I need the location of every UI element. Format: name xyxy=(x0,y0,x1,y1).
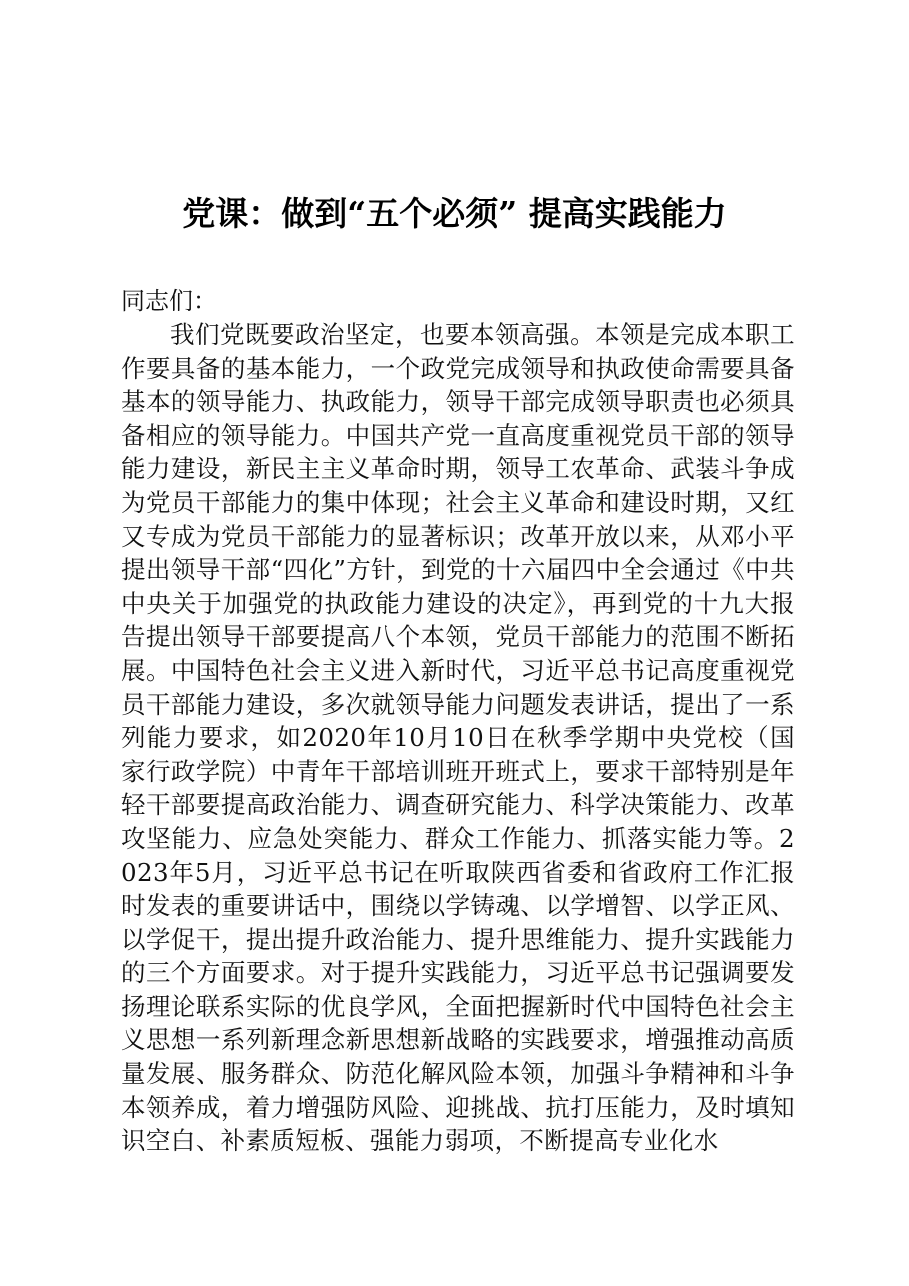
salutation: 同志们： xyxy=(121,287,217,315)
document-title: 党课：做到“五个必须” 提高实践能力 xyxy=(182,194,727,233)
body-paragraph: 我们党既要政治坚定，也要本领高强。本领是完成本职工作要具备的基本能力，一个政党完成领导和执政使命需要具备基本的领导能力、执政能力，领导干部完成领导职责也必须具备相应的领导能力。中国共产党一直高度重视党员干部的领导能力建设，新民主主义革命时期，领导工农革命、武装斗争成为党员干部能力的集中体现；社会主义革命和建设时期，又红又专成为党员干部能力的显著标识；改革开放以来，从邓小平提出领导干部“四化”方针，到党的十六届四中全会通过《中共中央关于加强党的执政能力建设的决定》，再到党的十九大报告提出领导干部要提高八个本领，党员干部能力的范围不断拓展。中国特色社会主义进入新时代，习近平总书记高度重视党员干部能力建设，多次就领导能力问题发表讲话，提出了一系列能力要求，如2020年10月10日在秋季学期中央党校（国家行政学院）中青年干部培训班开班式上，要求干部特别是年轻干部要提高政治能力、调查研究能力、科学决策能力、改革攻坚能力、应急处突能力、群众工作能力、抓落实能力等。2023年5月，习近平总书记在听取陕西省委和省政府工作汇报时发表的重要讲话中，围绕以学铸魂、以学增智、以学正风、以学促干，提出提升政治能力、提升思维能力、提升实践能力的三个方面要求。对于提升实践能力，习近平总书记强调要发扬理论联系实际的优良学风，全面把握新时代中国特色社会主义思想一系列新理念新思想新战略的实践要求，增强推动高质量发展、服务群众、防范化解风险本领，加强斗争精神和斗争本领养成，着力增强防风险、迎挑战、抗打压能力，及时填知识空白、补素质短板、强能力弱项，不断提高专业化水 xyxy=(121,320,795,1156)
